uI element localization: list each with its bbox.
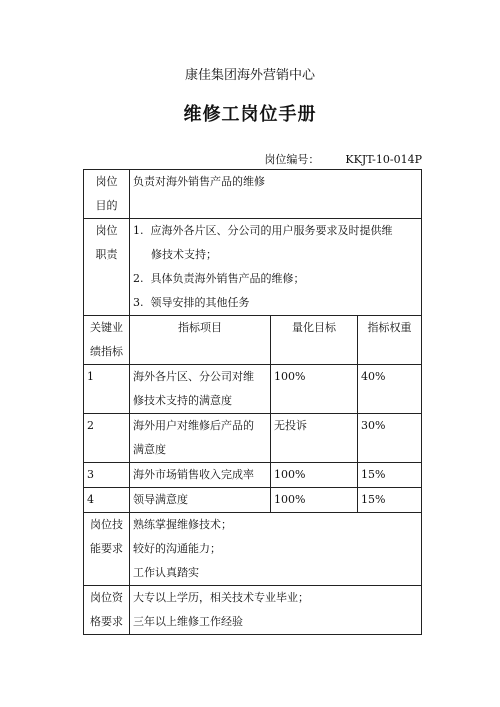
kpi-row-item: 海外各片区、分公司对维 修技术支持的满意度 [130, 365, 271, 414]
kpi-column-weight: 指标权重 [358, 316, 422, 365]
kpi-row-weight: 15% [358, 463, 422, 488]
purpose-label: 岗位 目的 [84, 170, 130, 219]
document-title: 维修工岗位手册 [183, 104, 317, 125]
kpi-label: 关键业 绩指标 [84, 316, 130, 365]
kpi-row [84, 463, 422, 488]
position-code-value: KKJT-10-014P [345, 153, 422, 166]
duties-row [84, 219, 422, 316]
kpi-row-target: 100% [271, 463, 358, 488]
duty-item: 1. 应海外各片区、分公司的用户服务要求及时提供维 [133, 224, 393, 237]
qualifications-row [84, 586, 422, 635]
kpi-row-target: 无投诉 [271, 414, 358, 463]
organization-name: 康佳集团海外营销中心 [184, 68, 315, 83]
kpi-row-weight: 30% [358, 414, 422, 463]
kpi-row-item: 领导满意度 [130, 488, 271, 513]
kpi-row-item: 海外用户对维修后产品的 满意度 [130, 414, 271, 463]
kpi-row-item: 海外市场销售收入完成率 [130, 463, 271, 488]
kpi-row-number: 2 [84, 414, 130, 463]
kpi-header-row [84, 316, 422, 365]
position-code-label: 岗位编号： [264, 153, 320, 166]
position-code-line [264, 151, 422, 167]
kpi-row-number: 4 [84, 488, 130, 513]
kpi-row-number: 3 [84, 463, 130, 488]
kpi-row-weight: 15% [358, 488, 422, 513]
skills-label: 岗位技 能要求 [84, 513, 130, 586]
kpi-column-item: 指标项目 [130, 316, 271, 365]
job-manual-table [83, 169, 422, 635]
purpose-row [84, 170, 422, 219]
purpose-text: 负责对海外销售产品的维修 [130, 170, 422, 219]
kpi-row-target: 100% [271, 365, 358, 414]
duty-item-continued: 修技术支持； [151, 248, 217, 261]
kpi-row [84, 365, 422, 414]
qualifications-label: 岗位资 格要求 [84, 586, 130, 635]
duties-list [130, 219, 422, 316]
duties-label: 岗位 职责 [84, 219, 130, 316]
kpi-row [84, 414, 422, 463]
kpi-row-target: 100% [271, 488, 358, 513]
kpi-row-weight: 40% [358, 365, 422, 414]
kpi-row-number: 1 [84, 365, 130, 414]
kpi-row [84, 488, 422, 513]
duty-item: 3. 领导安排的其他任务 [133, 296, 250, 309]
duty-item: 2. 具体负责海外销售产品的维修； [133, 272, 305, 285]
qualifications-list: 大专以上学历，相关技术专业毕业； 三年以上维修工作经验 [130, 586, 422, 635]
skills-row [84, 513, 422, 586]
skills-list: 熟练掌握维修技术； 较好的沟通能力； 工作认真踏实 [130, 513, 422, 586]
kpi-column-target: 量化目标 [271, 316, 358, 365]
